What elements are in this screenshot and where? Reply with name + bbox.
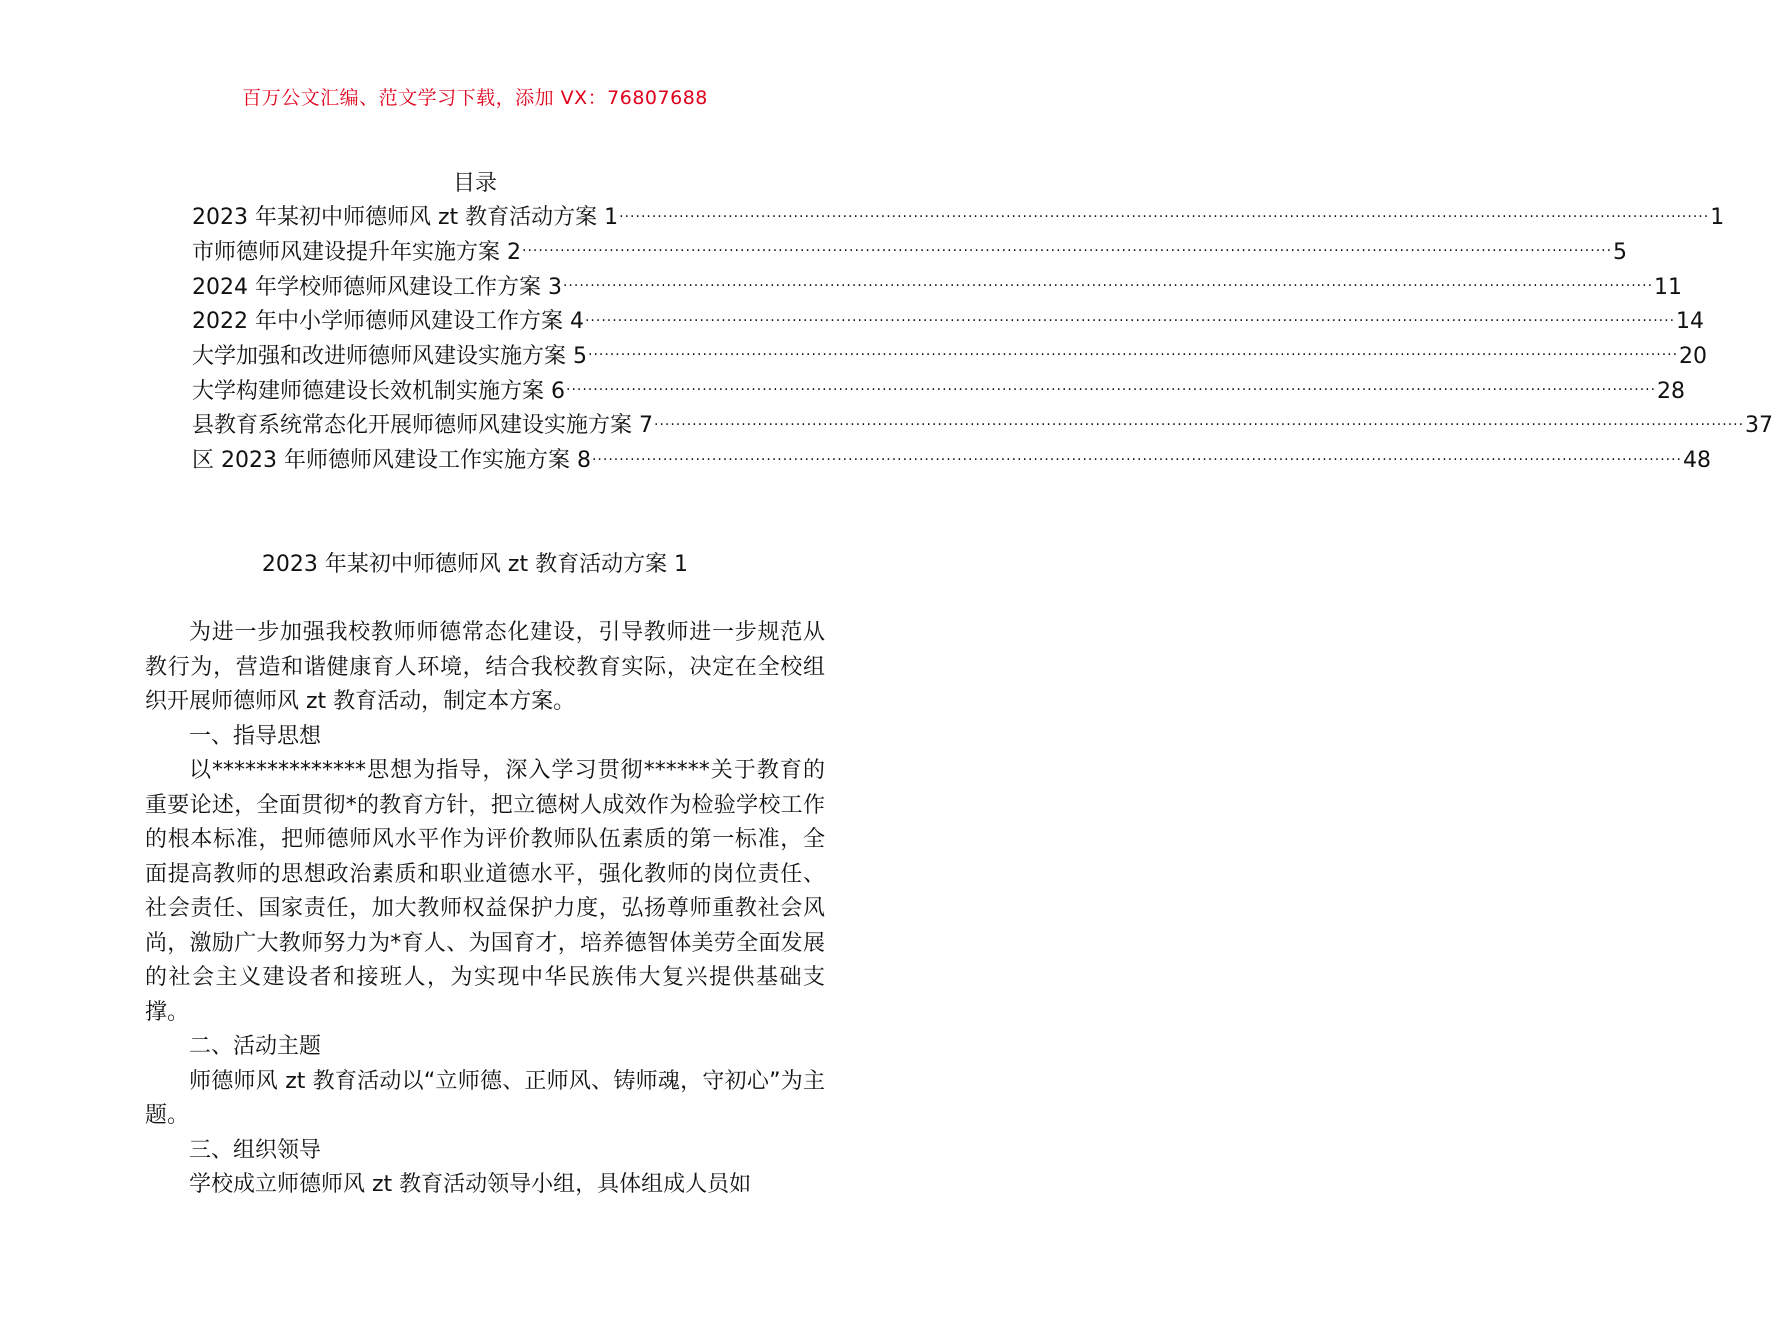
paragraph-activity-theme: 师德师风 zt 教育活动以“立师德、正师风、铸师魂，守初心”为主题。 [145, 1068, 825, 1128]
toc-entry-text: 县教育系统常态化开展师德师风建设实施方案 7 [192, 413, 653, 439]
paragraph-guiding-ideology: 以**************思想为指导，深入学习贯彻******关于教育的重要论述，全面贯彻*的教育方针，把立德树人成效作为检验学校工作的根本标准，把师德师风水平作为评价教师队伍素质的第一标准，全面提高教师的思想政治素质和职业道德水平，强化教师的岗位责任、社会责任、国家责任，加大教师权益保护力度，弘扬尊师重教社会风尚，激励广大教师努力为*育人、为国育才，培养德智体美劳全面发展的社会主义建设者和接班人，为实现中华民族伟大复兴提供基础支撑。 [145, 758, 825, 1025]
toc-entry-text: 2024 年学校师德师风建设工作方案 3 [192, 274, 562, 300]
document-body [145, 616, 825, 1203]
toc-page-number: 28 [1657, 378, 1686, 404]
header-ad-text: 百万公文汇编、范文学习下载，添加 VX：76807688 [242, 87, 708, 109]
table-of-contents [192, 201, 1773, 479]
toc-page-number: 11 [1654, 274, 1683, 300]
toc-leader-dots: ........................................................................................................................................................................................................ [588, 343, 1679, 360]
toc-leader-dots: ........................................................................................................................................................................................................ [654, 412, 1745, 429]
toc-page-number: 20 [1679, 344, 1708, 370]
toc-page-number: 48 [1683, 448, 1712, 474]
toc-leader-dots: ........................................................................................................................................................................................................ [591, 447, 1683, 464]
toc-entry-text: 区 2023 年师德师风建设工作实施方案 8 [192, 448, 591, 474]
paragraph-organization: 学校成立师德师风 zt 教育活动领导小组，具体组成人员如 [189, 1172, 752, 1197]
heading-organization: 三、组织领导 [189, 1137, 322, 1163]
toc-entry-text: 大学加强和改进师德师风建设实施方案 5 [192, 344, 587, 370]
toc-entry-text: 市师德师风建设提升年实施方案 2 [192, 240, 521, 266]
heading-guiding-ideology: 一、指导思想 [189, 723, 322, 749]
toc-leader-dots: ........................................................................................................................................................................................................ [584, 308, 1676, 325]
toc-leader-dots: ........................................................................................................................................................................................................ [566, 378, 1657, 395]
toc-leader-dots: ........................................................................................................................................................................................................ [522, 239, 1613, 256]
toc-leader-dots: ........................................................................................................................................................................................................ [562, 274, 1654, 291]
toc-leader-dots: ........................................................................................................................................................................................................ [619, 204, 1710, 221]
toc-page-number: 14 [1676, 309, 1705, 335]
intro-paragraph: 为进一步加强我校教师师德常态化建设，引导教师进一步规范从教行为，营造和谐健康育人环境，结合我校教育实际，决定在全校组织开展师德师风 zt 教育活动，制定本方案。 [145, 620, 825, 714]
toc-page-number: 1 [1710, 205, 1725, 231]
toc-page-number: 37 [1745, 413, 1773, 439]
section-title: 2023 年某初中师德师风 zt 教育活动方案 1 [261, 552, 689, 577]
toc-title: 目录 [452, 171, 497, 196]
toc-page-number: 5 [1613, 240, 1628, 266]
toc-entry-text: 2023 年某初中师德师风 zt 教育活动方案 1 [192, 205, 619, 231]
heading-activity-theme: 二、活动主题 [189, 1034, 322, 1059]
toc-entry-text: 2022 年中小学师德师风建设工作方案 4 [192, 309, 584, 335]
toc-entry[interactable] [192, 444, 1712, 479]
toc-entry-text: 大学构建师德建设长效机制实施方案 6 [192, 378, 565, 404]
